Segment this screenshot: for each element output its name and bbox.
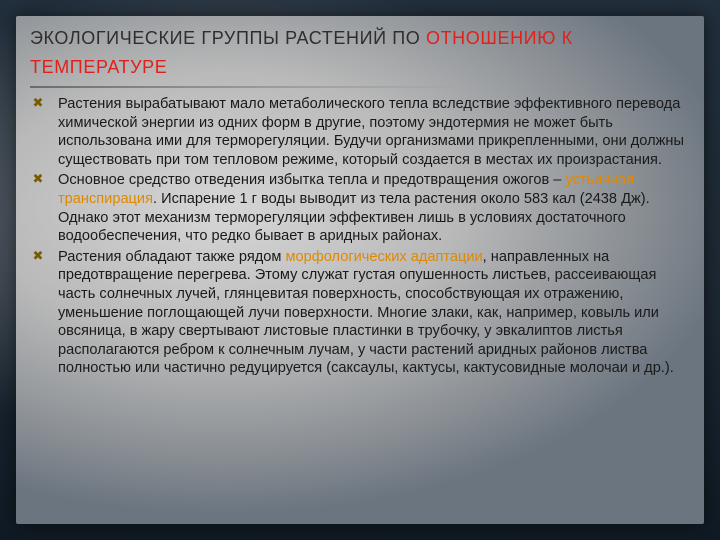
slide-title <box>30 24 670 82</box>
highlight-term: устьичная транспирация <box>58 172 634 207</box>
highlight-term: морфологических адаптации <box>285 248 483 265</box>
bullet-text: Основное средство отведения избытка тепла и предотвращения ожогов – <box>58 172 566 189</box>
bullet-list <box>30 95 690 380</box>
check-mark-icon: ✖ <box>32 95 44 110</box>
bullet-text: Растения вырабатывают мало метаболического тепла вследствие эффективного перевода химической энергии из одних форм в другие, поэтому эндотермия не может быть использована ими для терморегуляции. Будучи организмами прикрепленными, они должны существовать при том тепловом режиме, который создается в местах их произрастания. <box>58 96 684 168</box>
bullet-item <box>30 171 690 245</box>
bullet-text: Растения обладают также рядом <box>58 248 286 265</box>
title-divider <box>30 86 460 88</box>
title-accent-text: ОТНОШЕНИЮ К ТЕМПЕРАТУРЕ <box>30 28 573 77</box>
bullet-text: . Испарение 1 г воды выводит из тела растения около 583 кал (2438 Дж). Однако этот механизм терморегуляции эффективен лишь в условиях достаточного водообеспечения, что редко бывает в аридных районах. <box>58 190 650 245</box>
title-text: ЭКОЛОГИЧЕСКИЕ ГРУППЫ РАСТЕНИЙ ПО <box>30 28 426 48</box>
bullet-text: , направленных на предотвращение перегрева. Этому служат густая опушенность листьев, рассеивающая часть солнечных лучей, глянцевитая поверхность, способствующая их отражению, уменьшение поглощающей лучи поверхности. Многие злаки, как, например, ковыль или овсяница, в жару свертывают листовые пластинки в трубочку, у эвкалиптов листья располагаются ребром к солнечным лучам, у части растений аридных районов листва полностью или частично редуцируется (саксаулы, кактусы, кактусовидные молочаи и др.). <box>58 248 674 377</box>
check-mark-icon: ✖ <box>32 171 44 187</box>
bullet-item <box>30 248 690 378</box>
check-mark-icon: ✖ <box>32 247 44 263</box>
bullet-item <box>30 95 690 169</box>
